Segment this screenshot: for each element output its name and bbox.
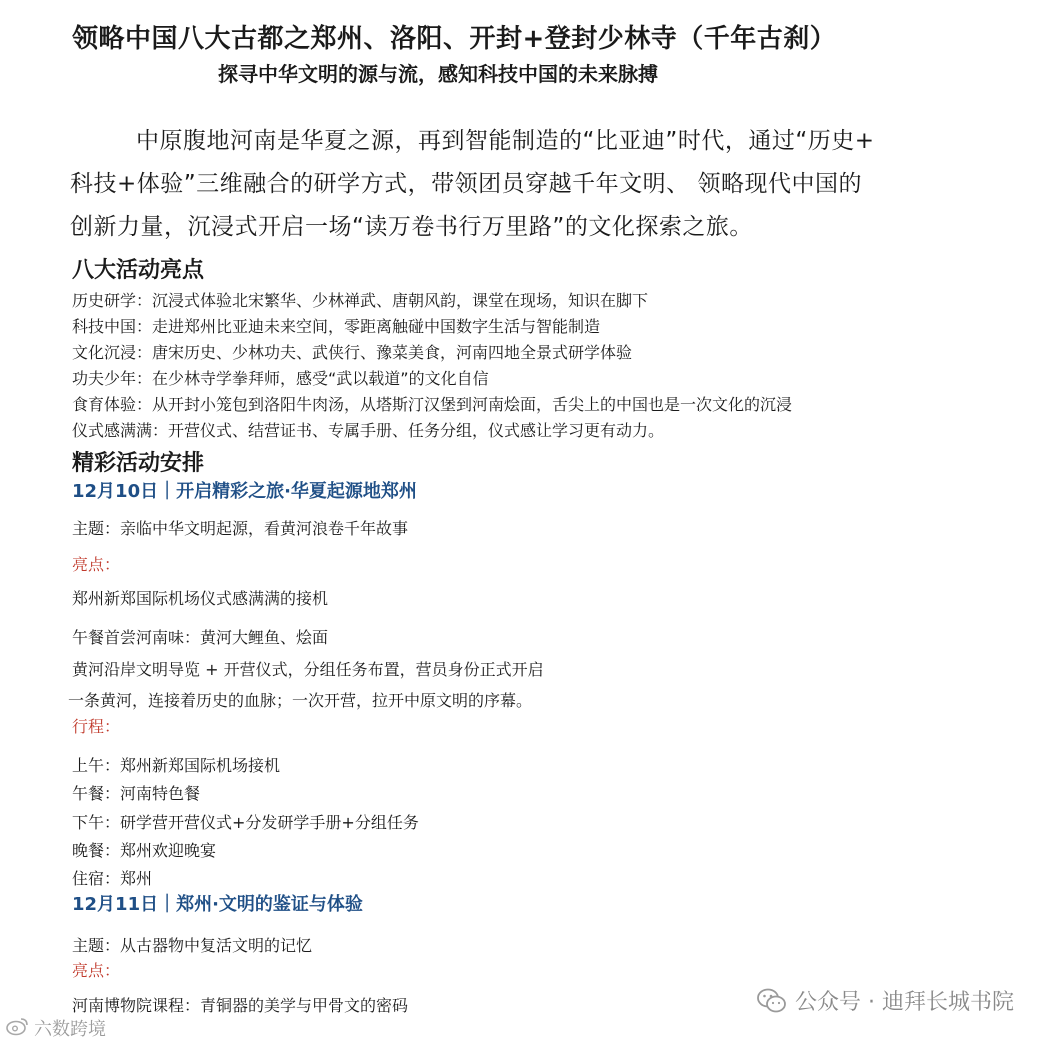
day-theme: 主题：亲临中华文明起源，看黄河浪卷千年故事 xyxy=(72,519,409,538)
day-highlight: 河南博物院课程：青铜器的美学与甲骨文的密码 xyxy=(72,996,409,1015)
itinerary-label: 行程： xyxy=(72,717,121,736)
intro-line: 中原腹地河南是华夏之源，再到智能制造的“比亚迪”时代，通过“历史+ xyxy=(136,128,875,154)
intro-line: 创新力量，沉浸式开启一场“读万卷书行万里路”的文化探索之旅。 xyxy=(70,214,753,240)
highlight-item: 历史研学：沉浸式体验北宋繁华、少林禅武、唐朝风韵，课堂在现场，知识在脚下 xyxy=(72,291,649,310)
page-title: 领略中国八大古都之郑州、洛阳、开封+登封少林寺（千年古刹） xyxy=(72,24,837,54)
day-heading: 12月10日｜开启精彩之旅·华夏起源地郑州 xyxy=(72,481,417,502)
itinerary-item: 上午：郑州新郑国际机场接机 xyxy=(72,756,281,775)
day-highlight: 午餐首尝河南味：黄河大鲤鱼、烩面 xyxy=(72,628,329,647)
corner-watermark xyxy=(6,1015,106,1041)
highlight-item: 功夫少年：在少林寺学拳拜师，感受“武以载道”的文化自信 xyxy=(72,369,489,388)
day-heading: 12月11日｜郑州·文明的鉴证与体验 xyxy=(72,894,363,915)
wechat-icon xyxy=(757,988,787,1014)
highlight-item: 食育体验：从开封小笼包到洛阳牛肉汤，从塔斯汀汉堡到河南烩面，舌尖上的中国也是一次文化的沉浸 xyxy=(72,395,793,414)
highlight-label: 亮点： xyxy=(72,555,121,574)
corner-watermark-text: 六数跨境 xyxy=(34,1019,106,1040)
wechat-watermark-text: 公众号 · 迪拜长城书院 xyxy=(795,990,1014,1015)
wechat-watermark xyxy=(757,985,1014,1016)
itinerary-item: 下午：研学营开营仪式+分发研学手册+分组任务 xyxy=(72,813,419,832)
weibo-icon xyxy=(6,1016,30,1041)
day-theme: 主题：从古器物中复活文明的记忆 xyxy=(72,936,313,955)
day-highlight: 一条黄河，连接着历史的血脉；一次开营，拉开中原文明的序幕。 xyxy=(68,691,533,710)
day-highlight: 郑州新郑国际机场仪式感满满的接机 xyxy=(72,589,329,608)
highlight-item: 仪式感满满：开营仪式、结营证书、专属手册、任务分组，仪式感让学习更有动力。 xyxy=(72,421,665,440)
highlight-item: 文化沉浸：唐宋历史、少林功夫、武侠行、豫菜美食，河南四地全景式研学体验 xyxy=(72,343,633,362)
schedule-title: 精彩活动安排 xyxy=(72,451,205,476)
intro-line: 科技+体验”三维融合的研学方式，带领团员穿越千年文明、 领略现代中国的 xyxy=(70,171,862,197)
itinerary-item: 住宿：郑州 xyxy=(72,869,153,888)
highlight-item: 科技中国：走进郑州比亚迪未来空间，零距离触碰中国数字生活与智能制造 xyxy=(72,317,601,336)
highlight-label: 亮点： xyxy=(72,961,121,980)
highlights-title: 八大活动亮点 xyxy=(72,258,205,283)
day-highlight: 黄河沿岸文明导览 + 开营仪式，分组任务布置，营员身份正式开启 xyxy=(72,660,544,679)
itinerary-item: 午餐：河南特色餐 xyxy=(72,784,201,803)
page-subtitle: 探寻中华文明的源与流，感知科技中国的未来脉搏 xyxy=(218,62,658,86)
itinerary-item: 晚餐：郑州欢迎晚宴 xyxy=(72,841,217,860)
